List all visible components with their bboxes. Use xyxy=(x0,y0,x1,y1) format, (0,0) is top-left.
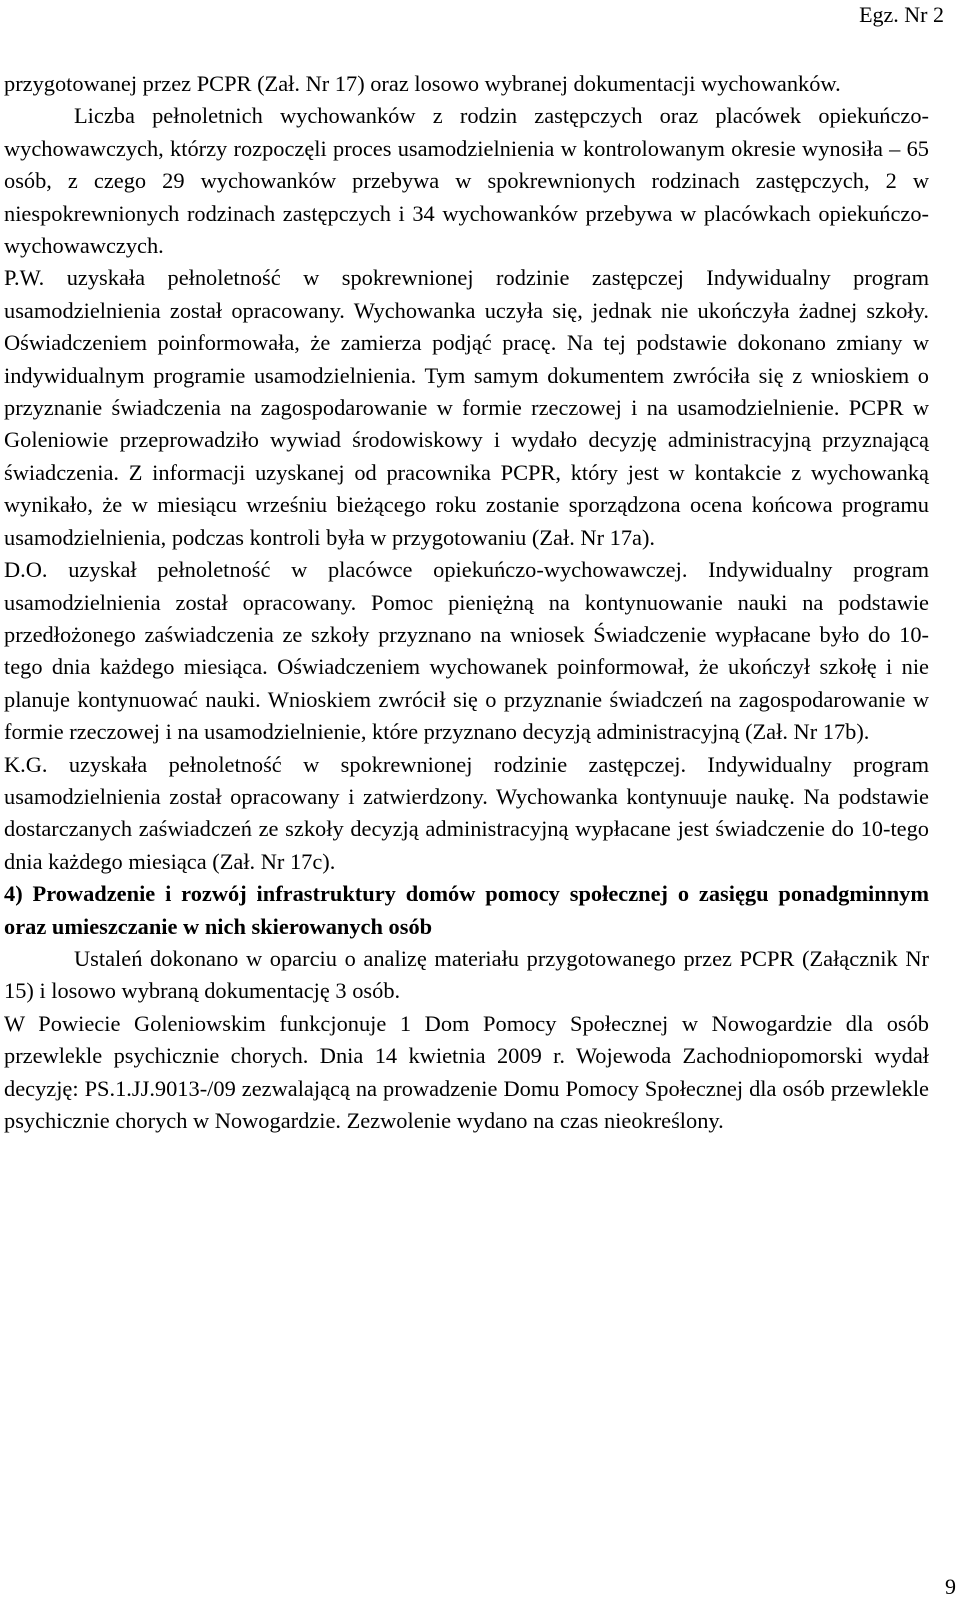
document-body xyxy=(4,68,929,1137)
paragraph-continuation: przygotowanej przez PCPR (Zał. Nr 17) oraz losowo wybranej dokumentacji wychowanków. xyxy=(4,71,841,96)
paragraph-findings: Ustaleń dokonano w oparciu o analizę materiału przygotowanego przez PCPR (Załącznik Nr 15) i losowo wybraną dokumentację 3 osób. xyxy=(4,945,929,1004)
paragraph-summary: Liczba pełnoletnich wychowanków z rodzin zastępczych oraz placówek opiekuńczo-wychowawczych, którzy rozpoczęli proces usamodzielnienia w kontrolowanym okresie wynosiła – 65 osób, z czego 29 wychowanków przebywa w spokrewnionych rodzinach zastępczych, 2 w niespokrewnionych rodzinach zastępczych i 34 wychowanków przebywa w placówkach opiekuńczo-wychowawczych. xyxy=(4,103,929,259)
copy-number-label: Egz. Nr 2 xyxy=(859,2,944,27)
paragraph-case-do: D.O. uzyskał pełnoletność w placówce opiekuńczo-wychowawczej. Indywidualny program usamodzielnienia został opracowany. Pomoc pieniężną na kontynuowanie nauki na podstawie przedłożonego zaświadczenia ze szkoły przyznano na wniosek Świadczenie wypłacane było do 10-tego dnia każdego miesiąca. Oświadczeniem wychowanek poinformował, że ukończył szkołę i nie planuje kontynuować nauki. Wnioskiem zwrócił się o przyznanie świadczeń na zagospodarowanie w formie rzeczowej i na usamodzielnienie, które przyznano decyzją administracyjną (Zał. Nr 17b). xyxy=(4,557,929,745)
paragraph-dps-info: W Powiecie Goleniowskim funkcjonuje 1 Dom Pomocy Społecznej w Nowogardzie dla osób przewlekle psychicznie chorych. Dnia 14 kwietnia 2009 r. Wojewoda Zachodniopomorski wydał decyzję: PS.1.JJ.9013-/09 zezwalającą na prowadzenie Domu Pomocy Społecznej dla osób przewlekle psychicznie chorych w Nowogardzie. Zezwolenie wydano na czas nieokreślony. xyxy=(4,1010,929,1133)
page-number: 9 xyxy=(945,1574,956,1599)
section-heading: 4) Prowadzenie i rozwój infrastruktury domów pomocy społecznej o zasięgu ponadgminnym oraz umieszczanie w nich skierowanych osób xyxy=(4,881,929,939)
paragraph-case-kg: K.G. uzyskała pełnoletność w spokrewnionej rodzinie zastępczej. Indywidualny program usamodzielnienia został opracowany i zatwierdzony. Wychowanka kontynuuje naukę. Na podstawie dostarczanych zaświadczeń ze szkoły decyzją administracyjną wypłacane jest świadczenie do 10-tego dnia każdego miesiąca (Zał. Nr 17c). xyxy=(4,751,929,874)
paragraph-case-pw: P.W. uzyskała pełnoletność w spokrewnionej rodzinie zastępczej Indywidualny program usamodzielnienia został opracowany. Wychowanka uczyła się, jednak nie ukończyła żadnej szkoły. Oświadczeniem poinformowała, że zamierza podjąć pracę. Na tej podstawie dokonano zmiany w indywidualnym programie usamodzielnienia. Tym samym dokumentem zwróciła się z wnioskiem o przyznanie świadczenia na zagospodarowanie w formie rzeczowej i na usamodzielnienie. PCPR w Goleniowie przeprowadziło wywiad środowiskowy i wydało decyzję administracyjną przyznającą świadczenia. Z informacji uzyskanej od pracownika PCPR, który jest w kontakcie z wychowanką wynikało, że w miesiącu wrześniu bieżącego roku zostanie sporządzona ocena końcowa programu usamodzielnienia, podczas kontroli była w przygotowaniu (Zał. Nr 17a). xyxy=(4,265,929,550)
